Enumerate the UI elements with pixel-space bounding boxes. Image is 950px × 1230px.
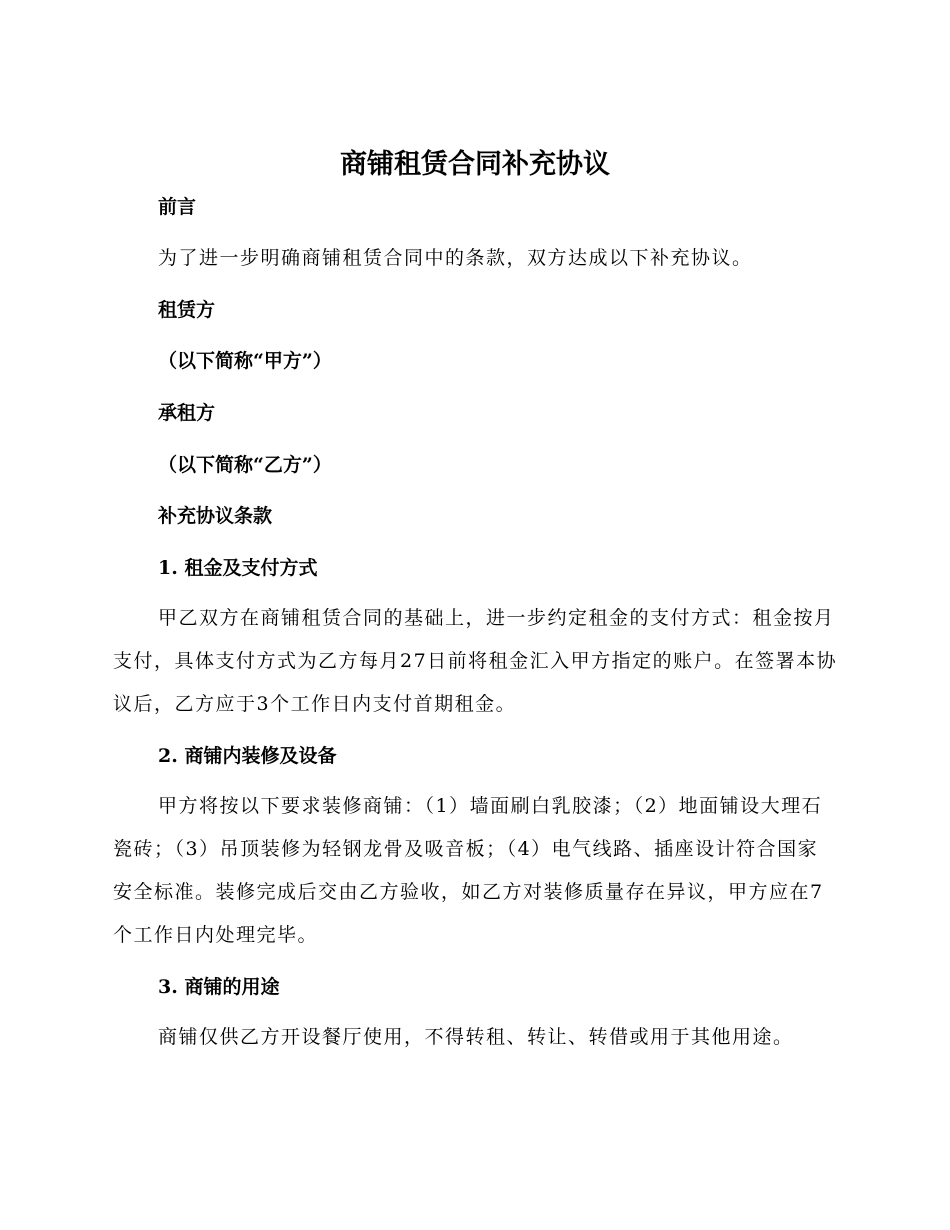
document-title: 商铺租赁合同补充协议 xyxy=(340,149,610,180)
lessee-label: 承租方 xyxy=(158,402,216,424)
terms-heading: 补充协议条款 xyxy=(158,505,273,527)
preface-text: 为了进一步明确商铺租赁合同中的条款，双方达成以下补充协议。 xyxy=(158,247,753,269)
section-text-rent: 甲乙双方在商铺租赁合同的基础上，进一步约定租金的支付方式：租金按月支付，具体支付方式为乙方每月27日前将租金汇入甲方指定的账户。在签署本协议后，乙方应于3个工作日内支付首期租金。 xyxy=(113,607,838,715)
lessor-label: 租赁方 xyxy=(158,299,216,321)
preface-heading: 前言 xyxy=(158,196,197,218)
section-heading-rent: 1. 租金及支付方式 xyxy=(158,557,318,579)
section-heading-usage: 3. 商铺的用途 xyxy=(158,976,280,998)
lessor-alias: （以下简称“甲方”） xyxy=(158,350,332,372)
section-heading-renovation: 2. 商铺内装修及设备 xyxy=(158,745,337,767)
section-text-renovation: 甲方将按以下要求装修商铺：（1）墙面刷白乳胶漆；（2）地面铺设大理石瓷砖；（3）吊顶装修为轻钢龙骨及吸音板；（4）电气线路、插座设计符合国家安全标准。装修完成后交由乙方验收，如乙方对装修质量存在异议，甲方应在7个工作日内处理完毕。 xyxy=(113,795,824,946)
lessee-alias: （以下简称“乙方”） xyxy=(158,454,332,476)
section-text-usage: 商铺仅供乙方开设餐厅使用，不得转租、转让、转借或用于其他用途。 xyxy=(158,1026,794,1048)
